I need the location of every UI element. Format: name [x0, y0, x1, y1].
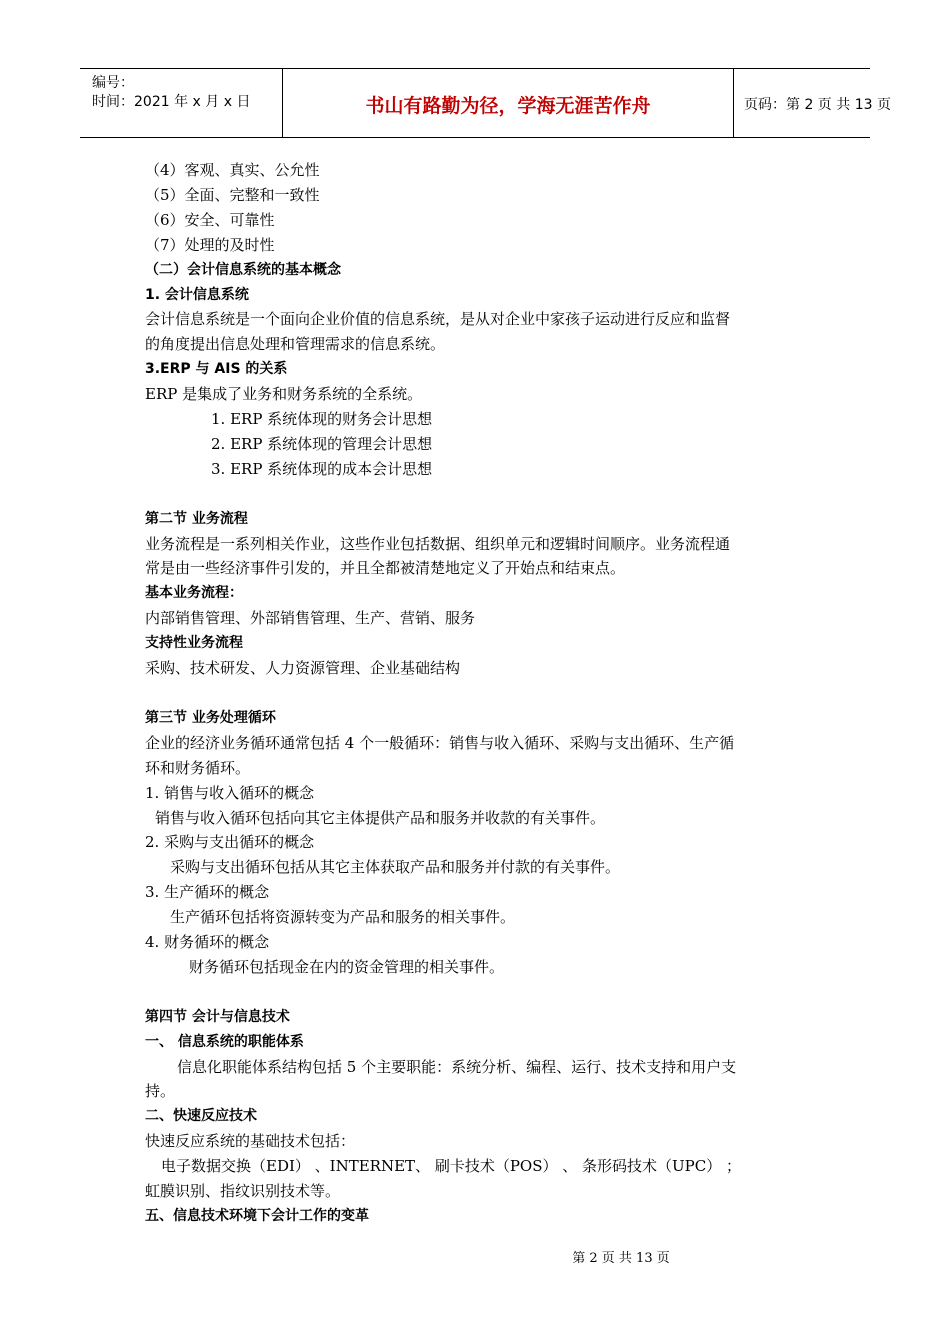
paragraph-line: ERP 是集成了业务和财务系统的全系统。 — [145, 385, 423, 404]
page-footer: 第 2 页 共 13 页 — [572, 1251, 670, 1266]
header-meta-cell — [80, 69, 283, 137]
paragraph-line: 3. 生产循环的概念 — [145, 883, 270, 902]
section-heading: 二、快速反应技术 — [145, 1108, 257, 1125]
paragraph-line: 电子数据交换（EDI） 、INTERNET、 刷卡技术（POS） 、 条形码技术（UPC） ； — [161, 1157, 742, 1176]
paragraph-line: （5）全面、完整和一致性 — [145, 185, 320, 204]
document-header — [80, 68, 891, 138]
paragraph-line: 3. ERP 系统体现的成本会计思想 — [211, 459, 433, 478]
paragraph-line: 业务流程是一系列相关作业，这些作业包括数据、组织单元和逻辑时间顺序。业务流程通 — [145, 534, 731, 553]
section-heading: 1. 会计信息系统 — [145, 286, 249, 303]
section-heading: （二）会计信息系统的基本概念 — [145, 261, 341, 278]
header-page-cell — [734, 69, 891, 137]
paragraph-line: 会计信息系统是一个面向企业价值的信息系统，是从对企业中家孩子运动进行反应和监督 — [145, 310, 731, 329]
section-heading: 支持性业务流程 — [145, 635, 243, 652]
paragraph-line: 生产循环包括将资源转变为产品和服务的相关事件。 — [170, 908, 516, 927]
paragraph-line: 内部销售管理、外部销售管理、生产、营销、服务 — [145, 609, 476, 628]
paragraph-line: 2. 采购与支出循环的概念 — [145, 833, 315, 852]
section-heading: 3.ERP 与 AIS 的关系 — [145, 361, 288, 378]
document-body — [145, 158, 813, 1229]
header-motto: 书山有路勤为径，学海无涯苦作舟 — [365, 95, 651, 117]
section-heading: 第二节 业务流程 — [145, 510, 248, 527]
section-heading: 一、 信息系统的职能体系 — [145, 1033, 304, 1050]
paragraph-line: 采购与支出循环包括从其它主体获取产品和服务并付款的有关事件。 — [170, 858, 621, 877]
paragraph-line: 销售与收入循环包括向其它主体提供产品和服务并收款的有关事件。 — [155, 808, 606, 827]
paragraph-line: （7）处理的及时性 — [145, 235, 275, 254]
paragraph-line: 常是由一些经济事件引发的，并且全都被清楚地定义了开始点和结束点。 — [145, 559, 626, 578]
paragraph-line: 的角度提出信息处理和管理需求的信息系统。 — [145, 335, 446, 354]
paragraph-line: 采购、技术研发、人力资源管理、企业基础结构 — [145, 659, 461, 678]
paragraph-line: 环和财务循环。 — [145, 758, 251, 777]
paragraph-line: 2. ERP 系统体现的管理会计思想 — [211, 434, 433, 453]
section-heading: 第四节 会计与信息技术 — [145, 1008, 290, 1025]
paragraph-line: 财务循环包括现金在内的资金管理的相关事件。 — [189, 957, 505, 976]
section-heading: 五、信息技术环境下会计工作的变革 — [145, 1208, 369, 1225]
section-heading: 第三节 业务处理循环 — [145, 709, 276, 726]
paragraph-line: 企业的经济业务循环通常包括 4 个一般循环：销售与收入循环、采购与支出循环、生产循 — [145, 733, 735, 752]
paragraph-line: 1. ERP 系统体现的财务会计思想 — [211, 410, 433, 429]
paragraph-line: 信息化职能体系结构包括 5 个主要职能：系统分析、编程、运行、技术支持和用户支 — [177, 1057, 737, 1076]
paragraph-line: 持。 — [145, 1082, 176, 1101]
document-date: 时间：2021 年 x 月 x 日 — [92, 94, 251, 110]
header-motto-cell — [283, 69, 734, 137]
section-heading: 基本业务流程： — [145, 585, 243, 602]
header-page-number: 页码：第 2 页 共 13 页 — [744, 97, 891, 113]
paragraph-line: 快速反应系统的基础技术包括： — [145, 1132, 356, 1151]
document-number: 编号： — [92, 75, 134, 91]
paragraph-line: （6）安全、可靠性 — [145, 210, 275, 229]
paragraph-line: 4. 财务循环的概念 — [145, 933, 270, 952]
paragraph-line: 1. 销售与收入循环的概念 — [145, 783, 315, 802]
paragraph-line: （4）客观、真实、公允性 — [145, 161, 320, 179]
paragraph-line: 虹膜识别、指纹识别技术等。 — [145, 1182, 341, 1201]
